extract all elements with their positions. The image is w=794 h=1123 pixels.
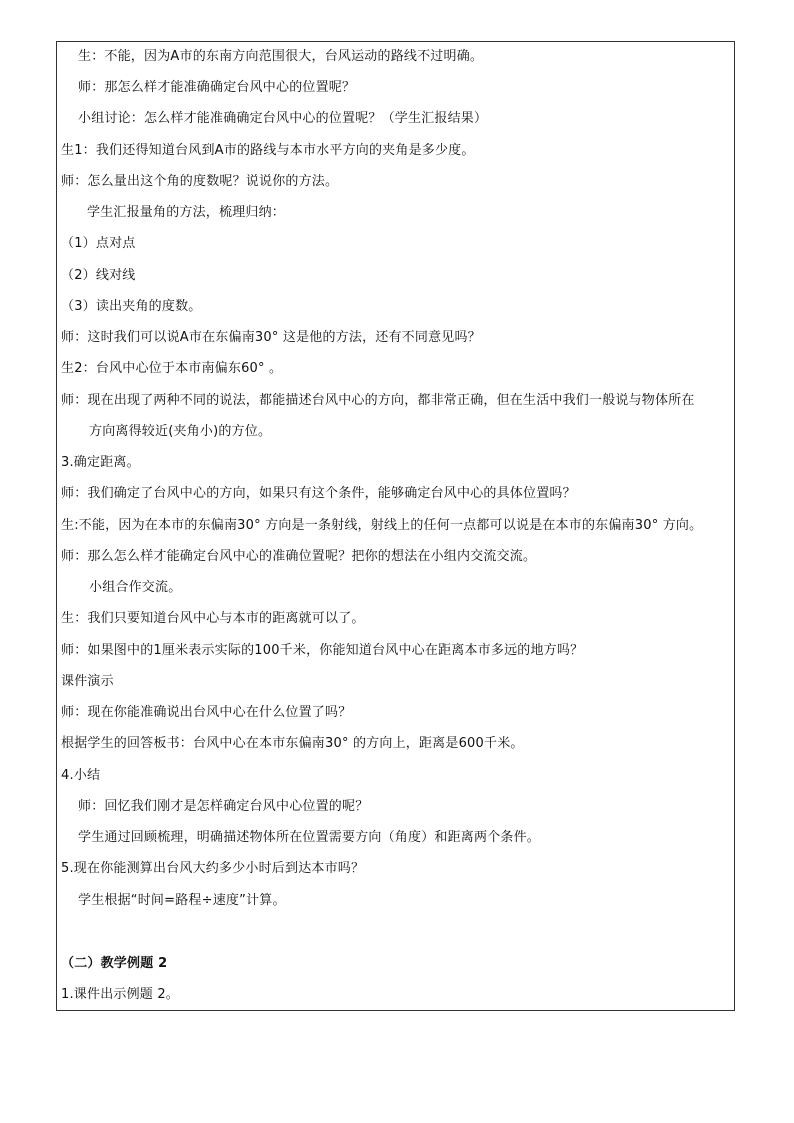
text-line: 生1：我们还得知道台风到A市的路线与本市水平方向的夹角是多少度。 (61, 143, 475, 158)
text-line: 学生汇报量角的方法，梳理归纳： (87, 205, 286, 220)
text-line: 师：我们确定了台风中心的方向，如果只有这个条件，能够确定台风中心的具体位置吗？ (61, 486, 576, 501)
text-line: 师：那么怎么样才能确定台风中心的准确位置呢？把你的想法在小组内交流交流。 (61, 549, 537, 564)
text-line: 师：如果图中的1厘米表示实际的100千米，你能知道台风中心在距离本市多远的地方吗？ (61, 643, 584, 658)
text-line: 师：这时我们可以说A市在东偏南30° 这是他的方法，还有不同意见吗？ (61, 330, 481, 345)
text-line: 师：怎么量出这个角的度数呢？说说你的方法。 (61, 174, 339, 189)
text-line: 生：不能，因为A市的东南方向范围很大，台风运动的路线不过明确。 (78, 49, 484, 64)
text-line: 师：现在出现了两种不同的说法，都能描述台风中心的方向，都非常正确，但在生活中我们一般说与物体所在 (61, 393, 695, 408)
text-line: 师：现在你能准确说出台风中心在什么位置了吗？ (61, 705, 352, 720)
text-line: 生:不能，因为在本市的东偏南30° 方向是一条射线，射线上的任何一点都可以说是在本市的东偏南30° 方向。 (61, 518, 703, 533)
text-line: 5.现在你能测算出台风大约多少小时后到达本市吗？ (61, 861, 365, 876)
text-line: 师：回忆我们刚才是怎样确定台风中心位置的呢？ (78, 799, 369, 814)
text-line: 1.课件出示例题 2。 (61, 987, 180, 1002)
text-line: 小组讨论：怎么样才能准确确定台风中心的位置呢？（学生汇报结果） (78, 111, 488, 126)
text-line: 方向离得较近(夹角小)的方位。 (89, 424, 272, 439)
text-line: 3.确定距离。 (61, 455, 140, 470)
text-line: 小组合作交流。 (89, 580, 182, 595)
text-line: （2）线对线 (61, 268, 136, 283)
text-line: 根据学生的回答板书：台风中心在本市东偏南30° 的方向上，距离是600千米。 (61, 736, 524, 751)
text-line: 学生通过回顾梳理，明确描述物体所在位置需要方向（角度）和距离两个条件。 (78, 830, 541, 845)
text-line: （1）点对点 (61, 236, 136, 251)
text-line: （二）教学例题 2 (61, 956, 168, 971)
text-line: 生：我们只要知道台风中心与本市的距离就可以了。 (61, 611, 365, 626)
text-line: 师：那怎么样才能准确确定台风中心的位置呢？ (78, 80, 356, 95)
text-line: 生2：台风中心位于本市南偏东60° 。 (61, 361, 283, 376)
text-line: （3）读出夹角的度数。 (61, 299, 202, 314)
text-line: 4.小结 (61, 768, 101, 783)
text-line: 学生根据“时间=路程÷速度”计算。 (78, 893, 286, 908)
text-line: 课件演示 (61, 674, 114, 689)
